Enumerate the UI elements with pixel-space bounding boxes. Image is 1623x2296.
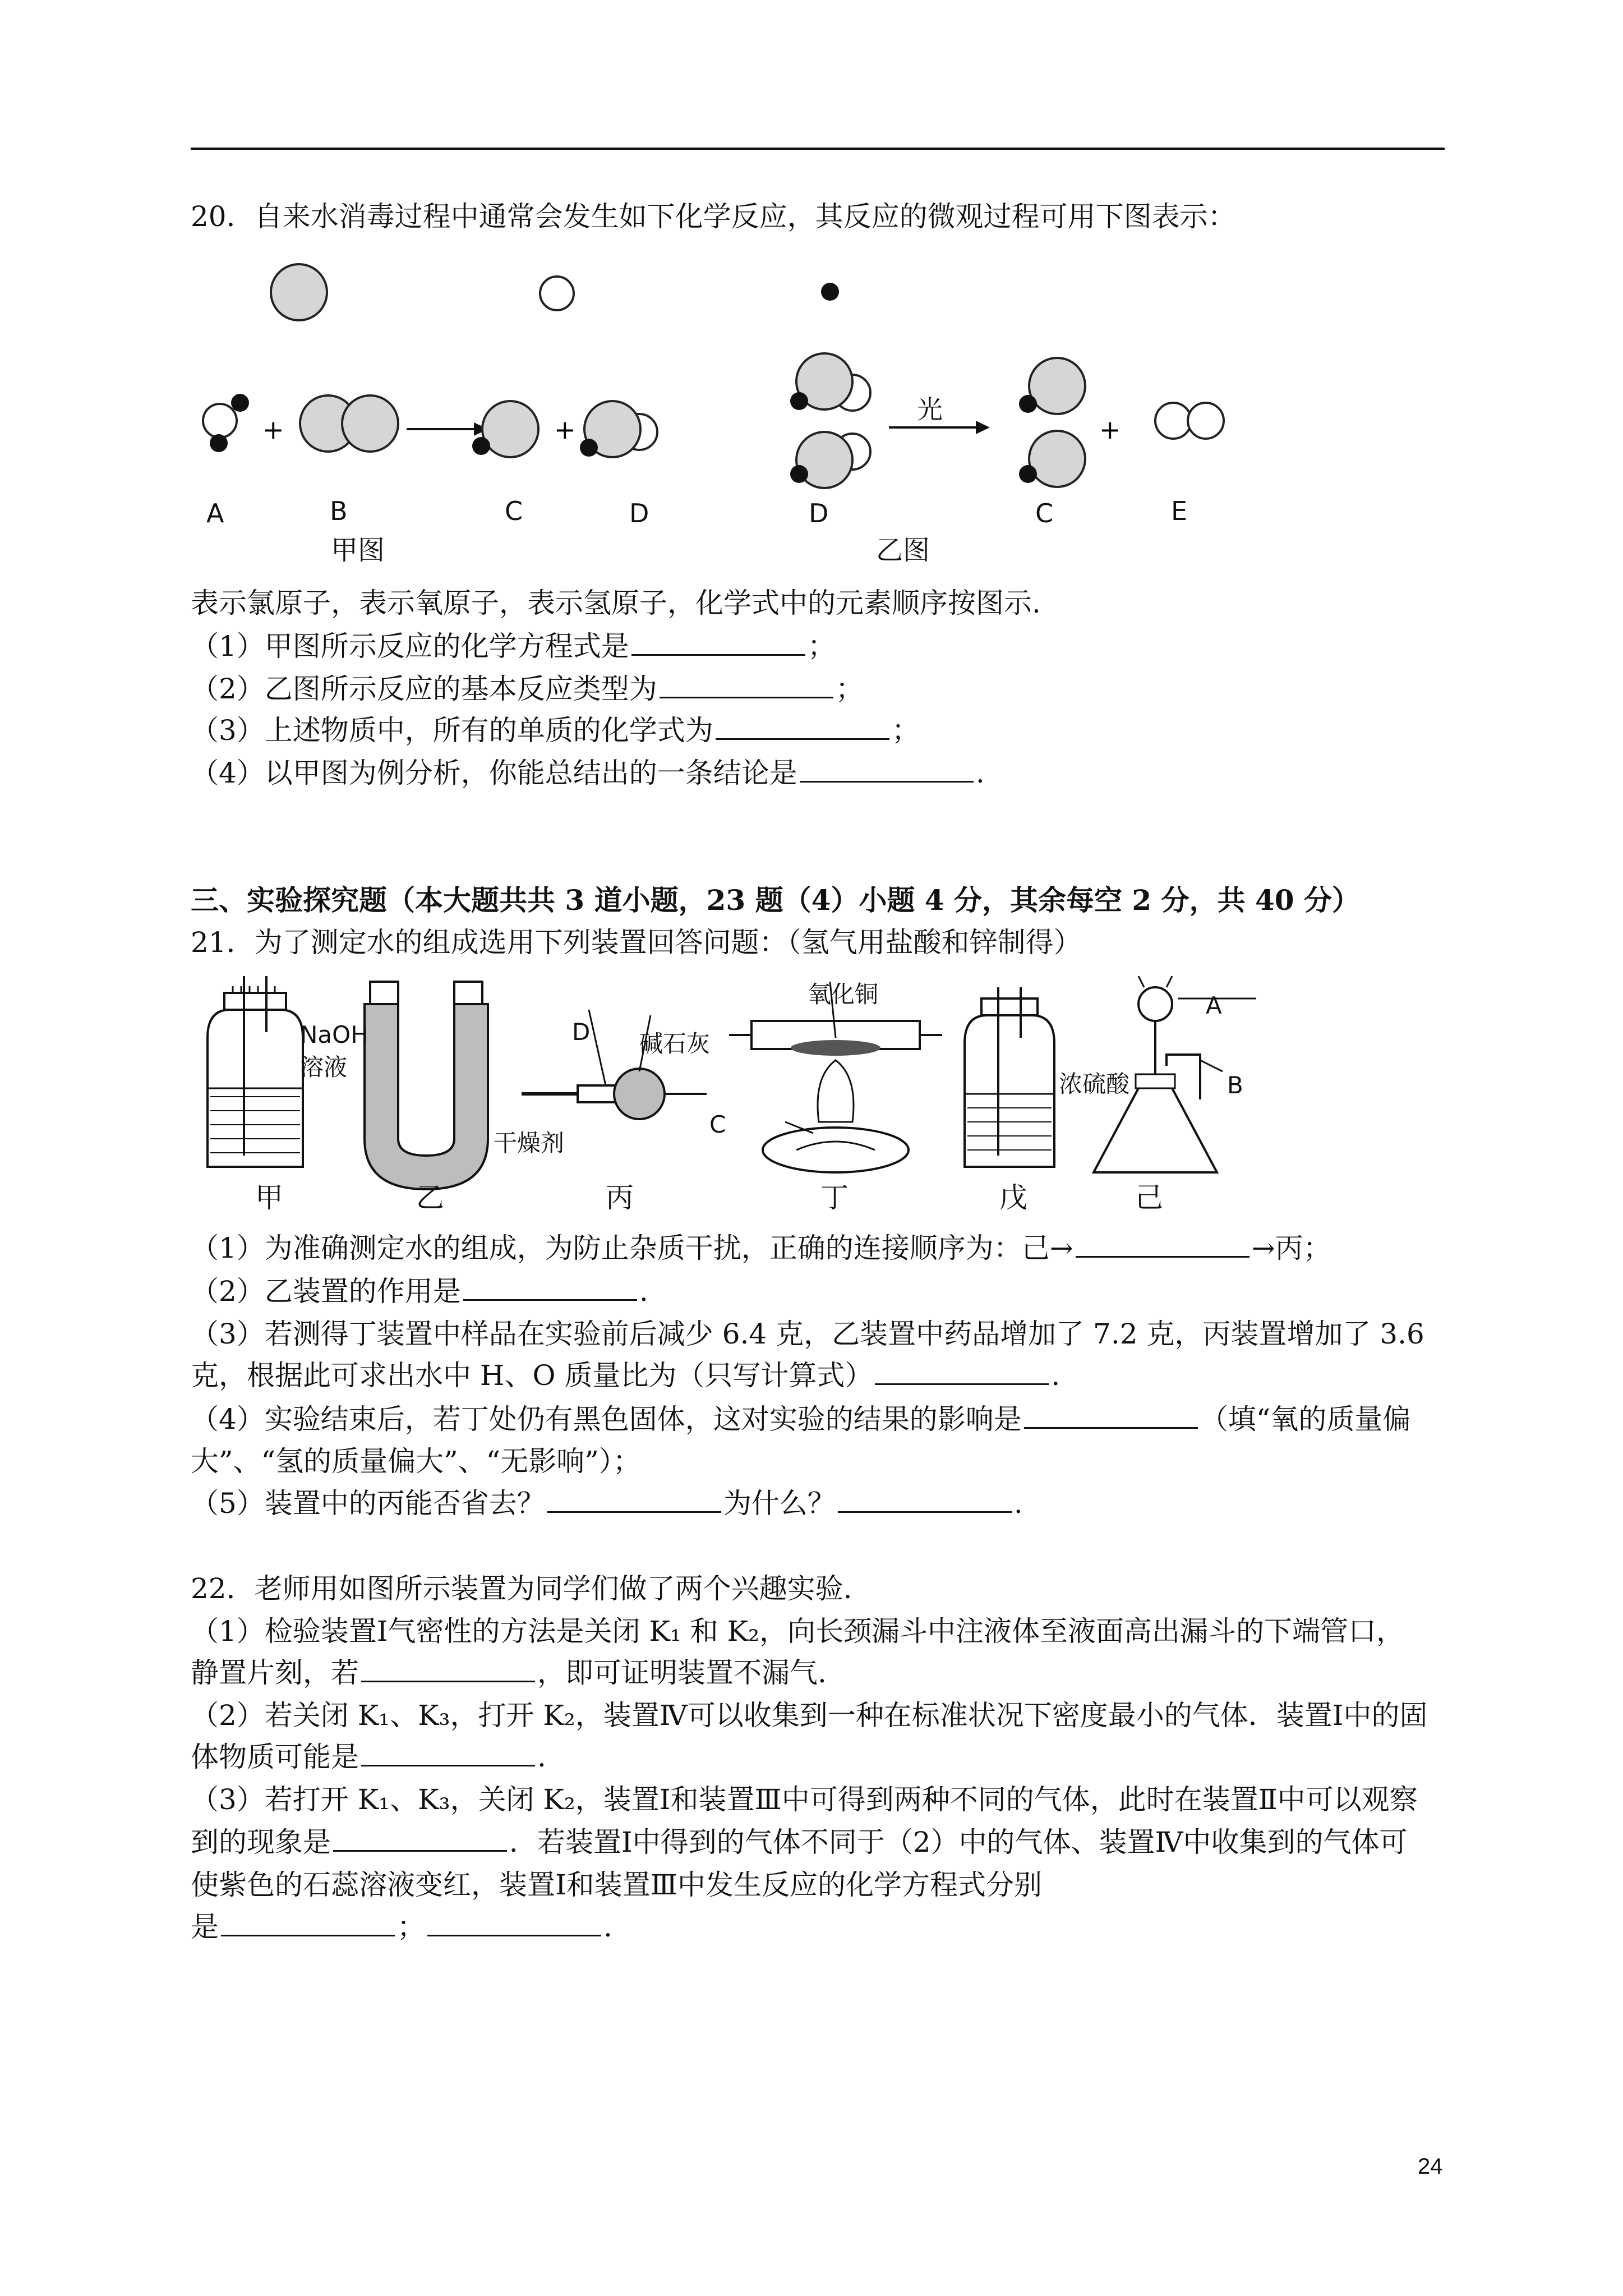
page-number: 24 [1418, 2154, 1443, 2179]
reaction-arrow-1 [407, 422, 488, 436]
header-rule [191, 148, 1445, 150]
apparatus-yi [365, 982, 488, 1189]
q21-part-4-line1: （4）实验结束后，若丁处仍有黑色固体，这对实验的结果的影响是 （填“氧的质量偏 [191, 1403, 1411, 1435]
q21-part-5: （5）装置中的丙能否省去？ 为什么？ . [191, 1487, 1023, 1520]
q22-part-3-line1: （3）若打开 K₁、K₃，关闭 K₂，装置Ⅰ和装置Ⅲ中可得到两种不同的气体，此时在装置Ⅱ中可以观察 [191, 1783, 1418, 1816]
plus-2: + [554, 415, 576, 445]
label-e: E [1171, 496, 1188, 526]
legend-oxygen-atom [537, 274, 577, 313]
label-d-yi: D [809, 498, 829, 528]
apparatus-ding [729, 982, 942, 1172]
legend-chlorine-atom [268, 261, 330, 323]
q22-part-3-line3: 使紫色的石蕊溶液变红，装置Ⅰ和装置Ⅲ中发生反应的化学方程式分别 [191, 1869, 1042, 1901]
q21-part-3-line1: （3）若测得丁装置中样品在实验前后减少 6.4 克，乙装置中药品增加了 7.2 克，丙装置增加了 3.6 [191, 1318, 1424, 1350]
apparatus-name-wu: 戊 [999, 1181, 1027, 1214]
molecule-c-hcl [472, 401, 538, 457]
label-naoh: NaOH [300, 1021, 368, 1048]
reaction-diagram [191, 331, 1245, 499]
label-conc-sulfuric: 浓硫酸 [1059, 1070, 1130, 1098]
q21-part-3-line2: 克，根据此可求出水中 H、O 质量比为（只写计算式） . [191, 1359, 1061, 1392]
label-soda-lime: 碱石灰 [639, 1030, 711, 1057]
molecule-d-hclo-bottom [790, 432, 870, 488]
answer-blank-20-3[interactable] [716, 714, 889, 740]
label-c-yi: C [1035, 498, 1054, 528]
label-b-apparatus: B [1227, 1071, 1243, 1099]
label-a: A [206, 498, 224, 528]
label-b: B [330, 496, 348, 526]
q22-part-2-line2: 体物质可能是 . [191, 1741, 546, 1773]
apparatus-name-ji: 己 [1135, 1181, 1163, 1214]
q22-part-2-line1: （2）若关闭 K₁、K₃，打开 K₂，装置Ⅳ可以收集到一种在标准状况下密度最小的气体．装置Ⅰ中的固 [191, 1699, 1428, 1732]
label-c: C [505, 496, 523, 526]
section-3-title: 三、实验探究题（本大题共共 3 道小题，23 题（4）小题 4 分，其余每空 2 分，共 40 分） [191, 884, 1360, 917]
answer-blank-22-1[interactable] [361, 1656, 535, 1682]
answer-blank-22-3[interactable] [333, 1825, 507, 1852]
label-copper-oxide: 氧化铜 [808, 981, 879, 1008]
q21-part-2: （2）乙装置的作用是 . [191, 1275, 648, 1308]
q22-stem: 22．老师用如图所示装置为同学们做了两个兴趣实验. [191, 1572, 852, 1605]
q20-legend: 表示氯原子，表示氧原子，表示氢原子，化学式中的元素顺序按图示. [191, 587, 1041, 619]
molecule-b-chlorine [300, 395, 398, 452]
molecule-d-hclo-top [790, 353, 870, 411]
q20-part-4: （4）以甲图为例分析，你能总结出的一条结论是 . [191, 757, 985, 789]
label-drying-agent: 干燥剂 [494, 1129, 565, 1157]
answer-blank-21-4[interactable] [1024, 1402, 1198, 1429]
label-d: D [629, 498, 649, 528]
q22-part-1-line1: （1）检验装置Ⅰ气密性的方法是关闭 K₁ 和 K₂，向长颈漏斗中注液体至液面高出漏斗的下端管口， [191, 1615, 1405, 1648]
answer-blank-22-4b[interactable] [427, 1910, 601, 1936]
label-d-apparatus: D [572, 1018, 591, 1046]
molecule-c-hcl-top [1019, 358, 1085, 414]
apparatus-name-jia: 甲 [255, 1181, 283, 1214]
answer-blank-21-1[interactable] [1076, 1231, 1249, 1258]
plus-3: + [1099, 415, 1121, 445]
label-a-apparatus: A [1206, 992, 1222, 1019]
q20-part-1: （1）甲图所示反应的化学方程式是 ； [191, 630, 836, 662]
q22-part-1-line2: 静置片刻，若 ，即可证明装置不漏气. [191, 1657, 827, 1689]
apparatus-name-bing: 丙 [606, 1181, 634, 1214]
apparatus-jia [208, 976, 303, 1167]
answer-blank-20-2[interactable] [660, 672, 833, 698]
q20-stem: 20．自来水消毒过程中通常会发生如下化学反应，其反应的微观过程可用下图表示： [191, 200, 1236, 233]
answer-blank-21-2[interactable] [463, 1274, 637, 1301]
apparatus-wu [965, 987, 1054, 1167]
q21-part-1: （1）为准确测定水的组成，为防止杂质干扰，正确的连接顺序为：己→ →丙； [191, 1232, 1331, 1264]
q22-part-3-line4: 是 ； . [191, 1911, 612, 1943]
answer-blank-21-3[interactable] [875, 1359, 1049, 1385]
answer-blank-20-1[interactable] [631, 629, 805, 656]
q22-part-3-line2: 到的现象是 ．若装置Ⅰ中得到的气体不同于（2）中的气体、装置Ⅳ中收集到的气体可 [191, 1826, 1408, 1858]
q20-part-3: （3）上述物质中，所有的单质的化学式为 ； [191, 714, 920, 747]
q21-stem: 21．为了测定水的组成选用下列装置回答问题：（氢气用盐酸和锌制得） [191, 926, 1082, 959]
label-c-apparatus: C [709, 1111, 726, 1138]
q20-part-2: （2）乙图所示反应的基本反应类型为 ； [191, 673, 864, 705]
caption-yi: 乙图 [876, 535, 930, 566]
apparatus-name-ding: 丁 [820, 1181, 849, 1214]
plus-1: + [262, 415, 284, 445]
label-solution: 溶液 [300, 1053, 348, 1081]
legend-hydrogen-atom [819, 280, 841, 303]
answer-blank-22-4a[interactable] [221, 1910, 395, 1936]
molecule-d-hclo [580, 401, 657, 457]
molecule-c-hcl-bottom [1019, 431, 1085, 487]
answer-blank-21-5b[interactable] [838, 1487, 1012, 1513]
caption-jia: 甲图 [331, 535, 385, 566]
apparatus-diagram [191, 976, 1324, 1206]
molecule-e-oxygen [1155, 403, 1224, 439]
apparatus-name-yi: 乙 [416, 1181, 444, 1214]
answer-blank-20-4[interactable] [800, 756, 974, 783]
molecule-a-water [203, 394, 249, 452]
answer-blank-21-5a[interactable] [547, 1487, 721, 1513]
arrow-light-label: 光 [917, 394, 943, 425]
q21-part-4-line2: 大”、“氢的质量偏大”、“无影响”）； [191, 1445, 641, 1478]
answer-blank-22-2[interactable] [361, 1740, 535, 1766]
